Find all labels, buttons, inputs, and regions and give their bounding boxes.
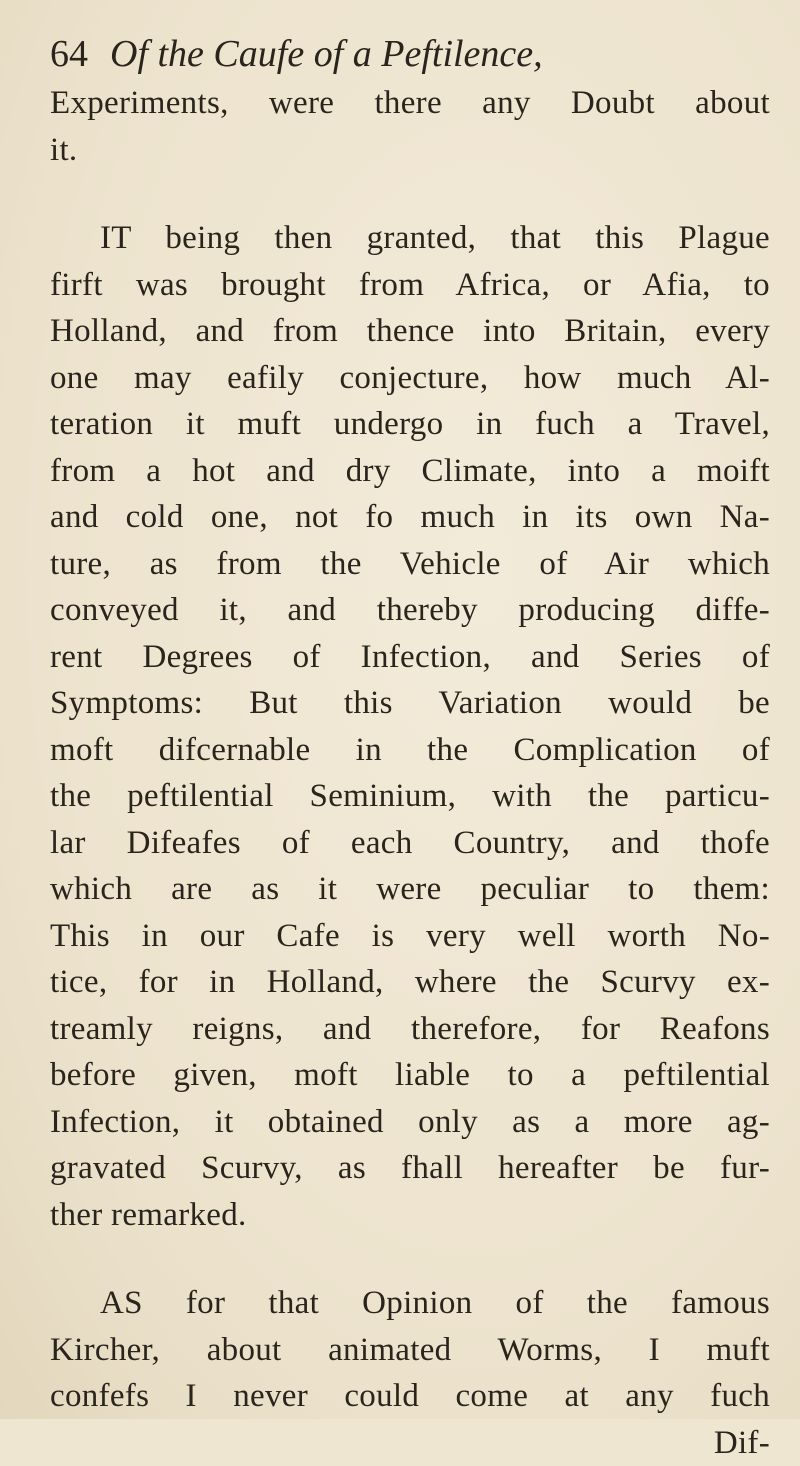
paragraph-gap [50,1238,770,1280]
text-line: it. [50,127,770,174]
text-line: treamly reigns, and therefore, for Reafons [50,1006,770,1053]
page-number: 64 [50,28,110,80]
text-line: IT being then granted, that this Plague [50,215,770,262]
text-line: ture, as from the Vehicle of Air which [50,541,770,588]
text-line: which are as it were peculiar to them: [50,866,770,913]
text-line: Experiments, were there any Doubt about [50,80,770,127]
catchword: Dif- [50,1420,770,1466]
text-line: one may eafily conjecture, how much Al- [50,355,770,402]
text-line: ther remarked. [50,1192,770,1239]
running-title: Of the Caufe of a Peftilence, [110,33,543,75]
text-line: Holland, and from thence into Britain, every [50,308,770,355]
text-line: the peftilential Seminium, with the particu- [50,773,770,820]
text-line: conveyed it, and thereby producing diffe- [50,587,770,634]
text-line: confefs I never could come at any fuch [50,1373,770,1420]
paragraph-gap [50,173,770,215]
running-head [50,28,770,80]
text-line: firft was brought from Africa, or Afia, to [50,262,770,309]
paragraph-1 [50,80,770,173]
paragraph-2 [50,215,770,1238]
text-line: before given, moft liable to a peftilential [50,1052,770,1099]
text-line: Kircher, about animated Worms, I muft [50,1327,770,1374]
text-line: rent Degrees of Infection, and Series of [50,634,770,681]
text-line: Infection, it obtained only as a more ag- [50,1099,770,1146]
text-line: This in our Cafe is very well worth No- [50,913,770,960]
text-line: AS for that Opinion of the famous [50,1280,770,1327]
text-line: from a hot and dry Climate, into a moift [50,448,770,495]
text-line: and cold one, not fo much in its own Na- [50,494,770,541]
text-line: gravated Scurvy, as fhall hereafter be fur- [50,1145,770,1192]
text-line: teration it muft undergo in fuch a Travel, [50,401,770,448]
text-line: Symptoms: But this Variation would be [50,680,770,727]
text-line: moft difcernable in the Complication of [50,727,770,774]
paragraph-3 [50,1280,770,1420]
text-line: tice, for in Holland, where the Scurvy ex- [50,959,770,1006]
text-line: lar Difeafes of each Country, and thofe [50,820,770,867]
